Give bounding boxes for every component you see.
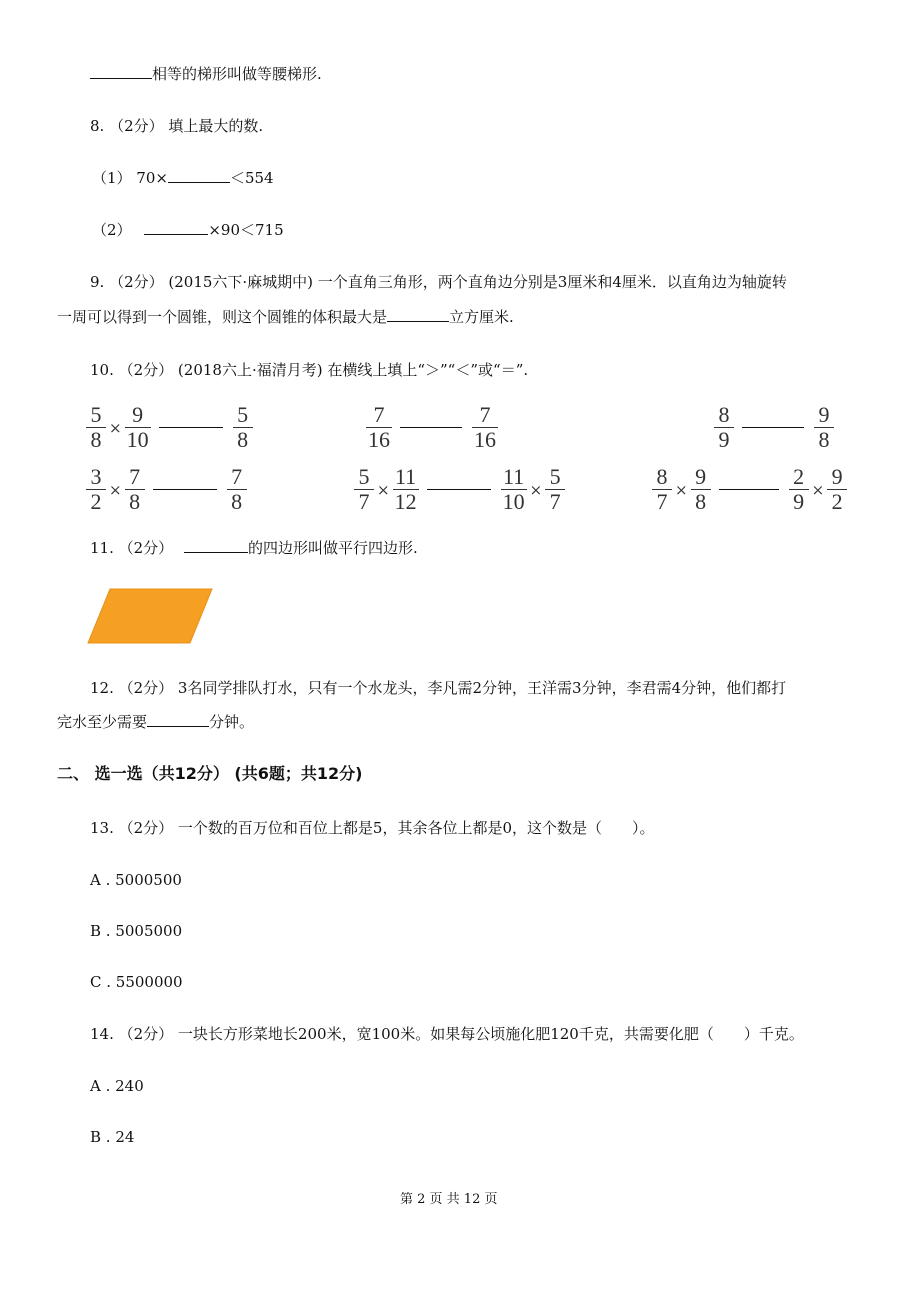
option-13b[interactable]: B . 5005000 <box>90 922 183 940</box>
fraction: $\frac{5}{8}$ <box>234 404 252 451</box>
answer-blank[interactable] <box>168 168 230 183</box>
compare-blank[interactable] <box>153 489 217 490</box>
fraction: $\frac{7}{8}$ <box>126 466 144 513</box>
question-8: 8. （2分） 填上最大的数. <box>90 117 264 135</box>
fraction: $\frac{9}{2}$ <box>828 466 846 513</box>
fraction: $\frac{11}{12}$ <box>394 464 417 514</box>
parallelogram-figure <box>86 588 214 644</box>
fraction: $\frac{5}{7}$ <box>355 466 373 513</box>
answer-blank[interactable] <box>144 220 208 235</box>
fraction: $\frac{7}{8}$ <box>228 466 246 513</box>
compare-row1-col1: $\frac{5}{8}$ × $\frac{9}{10}$ $\frac{5}{8}$ <box>86 404 253 451</box>
compare-row1-col2 <box>366 404 498 451</box>
compare-blank[interactable] <box>400 427 462 428</box>
fraction: $\frac{7}{16}$ <box>474 402 496 452</box>
page-footer: 第 2 页 共 12 页 <box>400 1192 498 1207</box>
question-11: 11. （2分） 的四边形叫做平行四边形. <box>90 539 418 557</box>
question-12-line-2: 完水至少需要 分钟。 <box>57 713 255 731</box>
option-14b[interactable]: B . 24 <box>90 1128 135 1146</box>
compare-blank[interactable] <box>427 489 491 490</box>
fraction: $\frac{9}{10}$ <box>126 402 149 452</box>
fraction: $\frac{8}{7}$ <box>653 466 671 513</box>
compare-row2-col1: $\frac{3}{2}$ × $\frac{7}{8}$ $\frac{7}{8}$ <box>86 466 247 513</box>
compare-blank[interactable] <box>719 489 779 490</box>
fraction: $\frac{3}{2}$ <box>87 466 105 513</box>
fraction: $\frac{7}{16}$ <box>368 402 390 452</box>
option-13a[interactable]: A . 5000500 <box>90 871 182 889</box>
fraction: $\frac{5}{8}$ <box>87 404 105 451</box>
answer-blank[interactable] <box>90 64 152 79</box>
parallelogram-shape <box>88 589 212 643</box>
question-9-line-1: 9. （2分） (2015六下·麻城期中) 一个直角三角形，两个直角边分别是3厘米和4厘米．以直角边为轴旋转 <box>90 273 787 291</box>
fraction: $\frac{9}{8}$ <box>692 466 710 513</box>
answer-blank[interactable] <box>147 712 209 727</box>
fraction: $\frac{9}{8}$ <box>815 404 833 451</box>
fraction: $\frac{2}{9}$ <box>790 466 808 513</box>
fraction: $\frac{8}{9}$ <box>715 404 733 451</box>
option-13c[interactable]: C . 5500000 <box>90 973 183 991</box>
answer-blank[interactable] <box>387 307 449 322</box>
question-9-line-2: 一周可以得到一个圆锥，则这个圆锥的体积最大是 立方厘米. <box>57 308 514 326</box>
option-14a[interactable]: A . 240 <box>90 1077 144 1095</box>
compare-row2-col3: $\frac{8}{7}$ × $\frac{9}{8}$ $\frac{2}{9}$ × $\frac{9}{2}$ <box>652 466 847 513</box>
compare-row2-col2: $\frac{5}{7}$ × $\frac{11}{12}$ $\frac{11}{10}$ × $\frac{5}{7}$ <box>354 466 565 513</box>
question-13: 13. （2分） 一个数的百万位和百位上都是5，其余各位上都是0，这个数是（ ）。 <box>90 819 655 837</box>
question-12-line-1: 12. （2分） 3名同学排队打水，只有一个水龙头，李凡需2分钟，王洋需3分钟，李君需4分钟，他们都打 <box>90 679 787 697</box>
compare-row1-col3 <box>714 404 834 451</box>
section-2-heading: 二、 选一选（共12分） (共6题；共12分) <box>57 764 363 783</box>
question-8-part-2: （2） ×90＜715 <box>92 221 284 239</box>
q7-continuation: 相等的梯形叫做等腰梯形. <box>90 64 322 84</box>
answer-blank[interactable] <box>184 538 248 553</box>
question-8-part-1: （1） 70× ＜554 <box>92 169 274 187</box>
compare-blank[interactable] <box>742 427 804 428</box>
compare-blank[interactable] <box>159 427 223 428</box>
fraction: $\frac{5}{7}$ <box>546 466 564 513</box>
question-10: 10. （2分） (2018六上·福清月考) 在横线上填上“＞”“＜”或“＝”. <box>90 361 529 379</box>
fraction: $\frac{11}{10}$ <box>502 464 525 514</box>
question-14: 14. （2分） 一块长方形菜地长200米，宽100米。如果每公顷施化肥120千克，共需要化肥（ ）千克。 <box>90 1025 804 1043</box>
